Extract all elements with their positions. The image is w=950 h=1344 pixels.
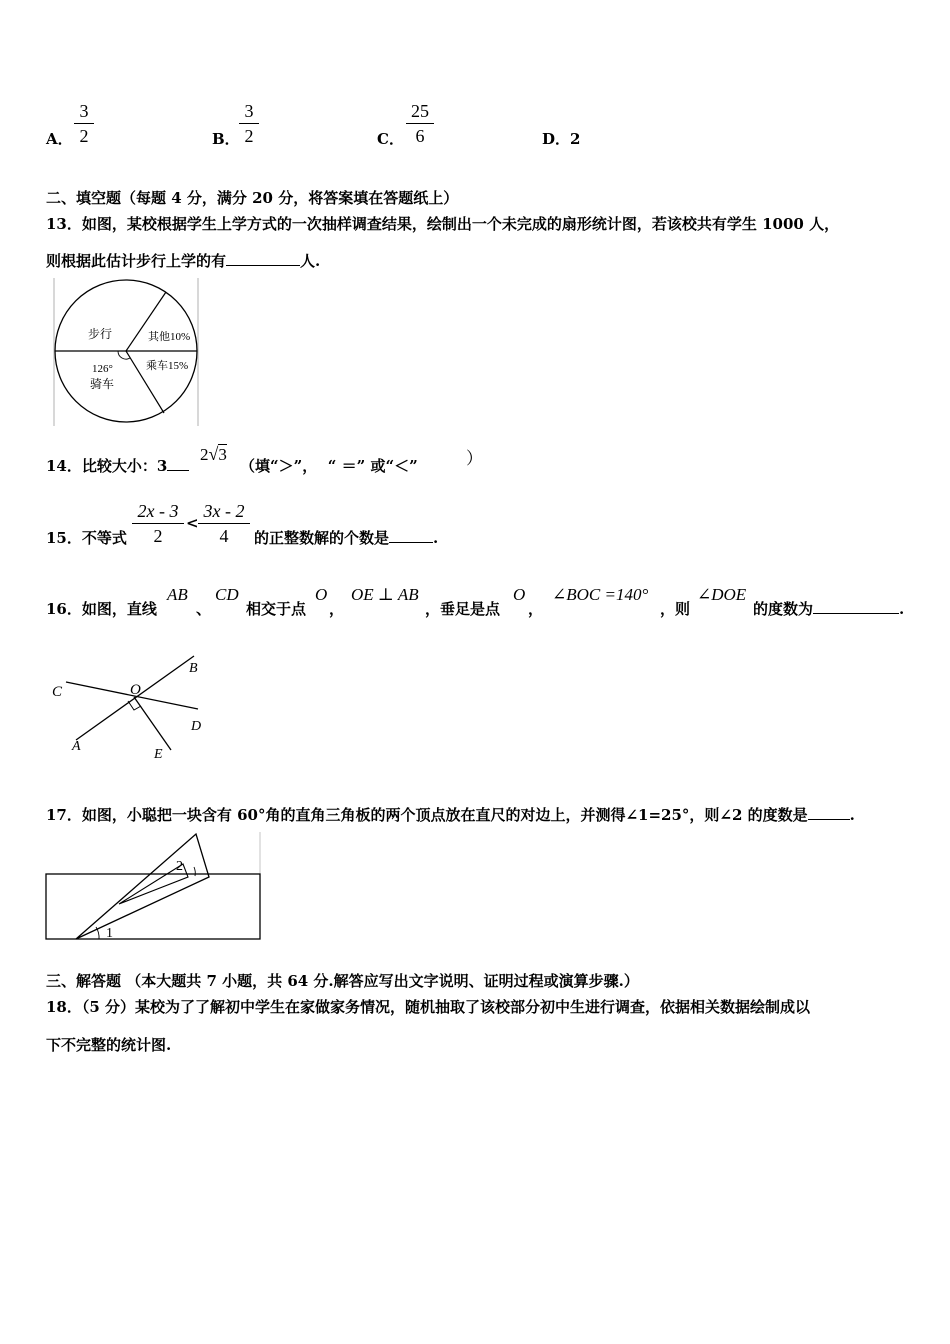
option-b-fraction (239, 100, 259, 147)
q15-end: . (433, 529, 439, 547)
q17-figure (44, 832, 266, 944)
pie-label-bike: 骑车 (90, 377, 115, 391)
q14-coef: 2 (200, 445, 209, 464)
pie-label-angle: 126° (92, 363, 113, 375)
option-a-numerator: 3 (79, 101, 89, 121)
q14-eq: “ ＝” (327, 457, 366, 475)
option-c-numerator: 25 (411, 101, 429, 121)
q14-or: 或 (370, 457, 386, 475)
q16-cd: CD (215, 585, 239, 604)
q15-fraction-left (132, 500, 184, 547)
q17-text (46, 804, 855, 825)
label-o: O (130, 682, 141, 698)
q16-text4-label: 的度数为 (753, 600, 814, 618)
q13-line2-end: 人. (300, 252, 321, 270)
q16-text2: ，垂足是点 (425, 600, 501, 618)
option-c-label: C． (377, 130, 404, 148)
q16-o2: O (513, 585, 526, 604)
q13-answer-blank[interactable] (226, 251, 300, 266)
q16-ab: AB (167, 585, 188, 604)
q14-mid: （填 (240, 457, 271, 475)
q14-radicand: 3 (218, 445, 227, 464)
q14-instruction (240, 455, 418, 476)
q14-prefix (46, 455, 189, 476)
option-a-denominator: 2 (79, 126, 89, 146)
q16-o1: O (315, 585, 328, 604)
q13-line1: 13．如图，某校根据学生上学方式的一次抽样调查结果，绘制出一个未完成的扇形统计图，若该校共有学生 1000 人， (46, 215, 840, 233)
q16-angle-boc: ∠BOC =140° (552, 585, 649, 604)
q15-frac1-num: 2x - 3 (137, 501, 179, 521)
pie-label-walk: 步行 (88, 327, 113, 341)
ray-oe (134, 697, 171, 750)
q15-prefix: 15．不等式 (46, 529, 127, 547)
q14-lt: “＜” (385, 457, 418, 475)
section-2-title: 二、填空题（每题 4 分，满分 20 分，将答案填在答题纸上） (46, 189, 459, 207)
pie-label-ride: 乘车15% (146, 360, 189, 372)
q16-comma1: ， (329, 600, 345, 618)
q17-text-body: 17．如图，小聪把一块含有 60°角的直角三角板的两个顶点放在直尺的对边上，并测得∠1=25°，则∠2 的度数是 (46, 806, 808, 824)
option-d: D．2 (542, 130, 581, 148)
q14-comma: ， (302, 457, 318, 475)
q17-answer-blank[interactable] (808, 805, 850, 820)
q13-line2-text: 则根据此估计步行上学的有 (46, 252, 227, 270)
q18-line1: 18．（5 分）某校为了了解初中学生在家做家务情况，随机抽取了该校部分初中生进行调查，依据相关数据绘制成以 (46, 998, 811, 1016)
label-c: C (52, 684, 63, 700)
q16-prefix: 16．如图，直线 (46, 600, 157, 618)
q16-text1: 相交于点 (246, 600, 307, 618)
q18-line2: 下不完整的统计图. (46, 1036, 172, 1054)
ruler (46, 874, 260, 939)
q16-text3: ，则 (660, 600, 691, 618)
option-b-denominator: 2 (244, 126, 254, 146)
option-c-denominator: 6 (415, 126, 425, 146)
angle-1-label: 1 (106, 926, 113, 941)
q16-text4 (753, 598, 904, 619)
q16-perp: OE ⊥ AB (351, 585, 419, 604)
option-b-label: B． (212, 130, 240, 148)
option-b-numerator: 3 (244, 101, 254, 121)
label-e: E (154, 747, 163, 762)
q15-suffix-text: 的正整数解的个数是 (254, 529, 390, 547)
angle-2-arc (194, 867, 195, 876)
q14-gt: “＞” (270, 457, 303, 475)
q15-answer-blank[interactable] (389, 528, 433, 543)
option-a-fraction (74, 100, 94, 147)
option-a-label: A． (46, 130, 73, 148)
pie-label-other: 其他10% (148, 331, 191, 343)
q16-end: . (899, 600, 905, 618)
option-c-fraction (406, 100, 434, 147)
q17-end: . (849, 806, 855, 824)
q14-answer-blank[interactable] (167, 456, 189, 471)
q16-comma2: ， (528, 600, 544, 618)
q16-figure (46, 652, 216, 762)
q14-radical: 2√3 (200, 444, 227, 464)
triangle-outer (76, 834, 209, 939)
q15-frac1-den: 2 (153, 526, 163, 546)
q13-pie-chart (52, 278, 202, 426)
q15-fraction-right (198, 500, 250, 547)
q13-line2 (46, 250, 320, 271)
q14-prefix-text: 14．比较大小：3 (46, 457, 168, 475)
angle-2-label: 2 (176, 859, 183, 874)
label-b: B (189, 661, 198, 676)
q16-answer-blank[interactable] (813, 599, 899, 614)
q15-frac2-num: 3x - 2 (203, 501, 245, 521)
section-3-title: 三、解答题 （本大题共 7 小题，共 64 分.解答应写出文字说明、证明过程或演算步骤.） (46, 972, 639, 990)
q15-lt: < (186, 514, 199, 532)
q16-angle-doe: ∠DOE (697, 585, 747, 604)
label-d: D (191, 719, 202, 734)
q16-sep: 、 (196, 600, 212, 618)
q14-close-paren: ） (466, 449, 483, 468)
q15-suffix (254, 527, 438, 548)
q15-frac2-den: 4 (219, 526, 229, 546)
label-a: A (72, 739, 81, 754)
